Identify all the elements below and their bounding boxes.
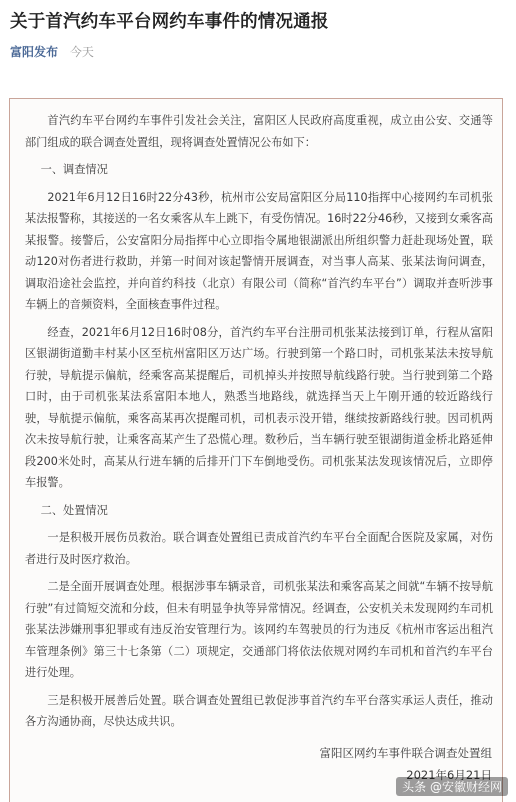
signature-org: 富阳区网约车事件联合调查处置组: [319, 746, 492, 760]
paragraph-handling-2: 二是全面开展调查处理。根据涉事车辆录音，司机张某法和乘客高某之间就“车辆不按导航行驶”有过简短交流和分歧，但未有明显争执等异常情况。经调查，公安机关未发现网约车司机张某法涉嫌刑事犯罪或有违反治安管理行为。该网约车驾驶员的行为违反《杭州市客运出租汽车管理条例》第三十七条第（二）项规定，交通部门将依法依规对网约车司机和首汽约车平台进行处理。: [25, 580, 493, 679]
paragraph-handling-3: 三是积极开展善后处置。联合调查处置组已敦促涉事首汽约车平台落实承运人责任，推动各方沟通协商，尽快达成共识。: [25, 693, 493, 728]
paragraph-investigation-2: 经查，2021年6月12日16时08分，首汽约车平台注册司机张某法接到订单，行程从富阳区银湖街道勤丰村某小区至杭州富阳区万达广场。行驶到第一个路口时，司机张某法未按导航行驶，导航提示偏航，经乘客高某提醒后，司机掉头并按照导航线路行驶。当行驶到第二个路口时，由于司机张某法系富阳本地人，熟悉当地路线，就选择当天上午刚开通的较近路线行驶，导航提示偏航，乘客高某再次提醒司机，司机表示没开错，继续按新路线行驶。因司机两次未按导航行驶，让乘客高某产生了恐慌心理。数秒后，当车辆行驶至银湖街道金桥北路延伸段200米处时，高某从行进车辆的后排开门下车倒地受伤。司机张某法发现该情况后，立即停车报警。: [25, 325, 493, 489]
signature-date: 2021年6月21日: [406, 768, 492, 782]
notice-intro: 首汽约车平台网约车事件引发社会关注，富阳区人民政府高度重视，成立由公安、交通等部门组成的联合调查处置组，现将调查处置情况公布如下：: [25, 114, 493, 149]
source-link[interactable]: 富阳发布: [10, 45, 59, 59]
paragraph-investigation-1: 2021年6月12日16时22分43秒，杭州市公安局富阳区分局110指挥中心接网约车司机张某法报警称，其接送的一名女乘客从车上跳下，有受伤情况。16时22分46秒，又接到女乘客高某报警。接警后，公安富阳分局指挥中心立即指令属地银湖派出所组织警力赶赴现场处置，联动120对伤者进行救助，并第一时间对该起警情开展调查，对当事人高某、张某法询问调查，调取沿途社会监控，并向首约科技（北京）有限公司（简称“首汽约车平台”）调取并查听涉事车辆上的音频资料，全面核查事件过程。: [25, 190, 493, 311]
watermark-label: 头条 @安徽财经网: [396, 777, 508, 796]
section-heading-investigation: 一、调查情况: [40, 163, 108, 176]
section-heading-handling: 二、处置情况: [40, 503, 108, 517]
notice-body: [25, 110, 493, 739]
article-meta: [10, 44, 94, 60]
paragraph-handling-1: 一是积极开展伤员救治。联合调查处置组已责成首汽约车平台全面配合医院及家属，对伤者进行及时医疗救治。: [25, 531, 493, 566]
article-title: 关于首汽约车平台网约车事件的情况通报: [10, 12, 329, 32]
publish-time: 今天: [69, 45, 94, 59]
